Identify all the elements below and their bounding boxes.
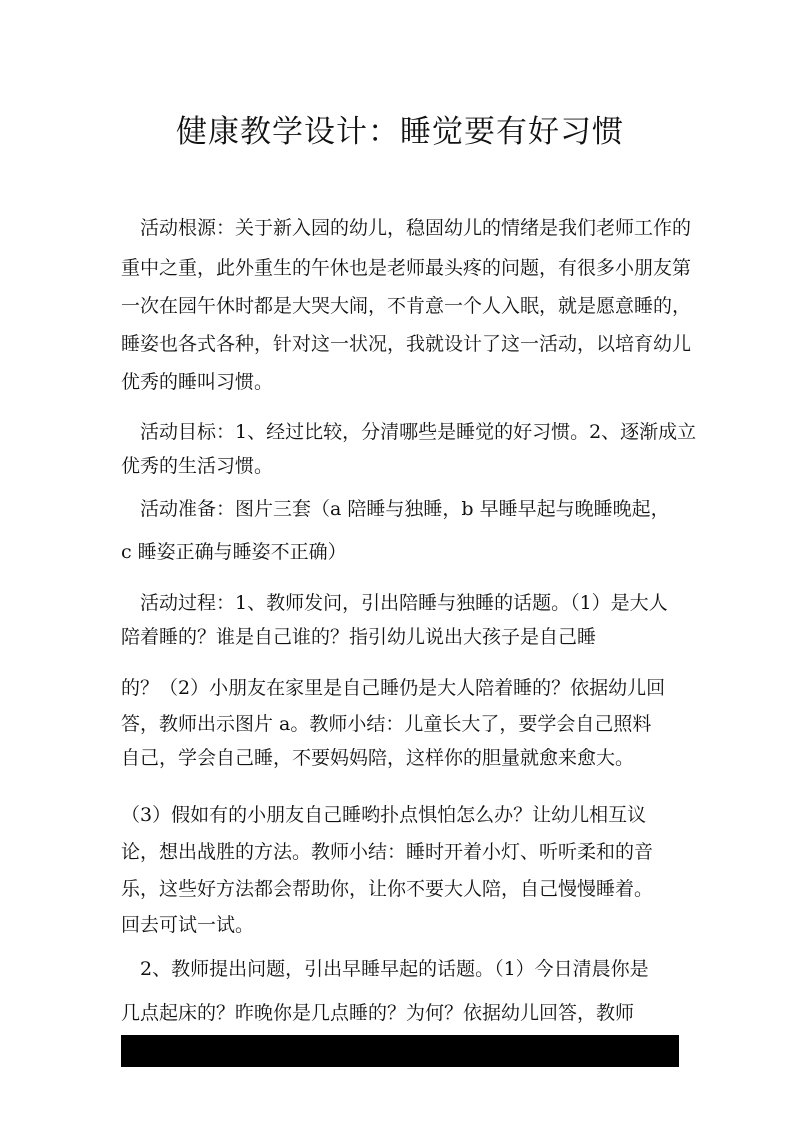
redaction-bar: [121, 1035, 679, 1067]
paragraph-line: 2、教师提出问题，引出早睡早起的话题。（1）今日清晨你是: [140, 958, 649, 980]
paragraph-line: c 睡姿正确与睡姿不正确）: [121, 541, 347, 563]
paragraph-line: 一次在园午休时都是大哭大闹，不肯意一个人入眠，就是愿意睡的，: [121, 295, 692, 317]
document-title: 健康教学设计：睡觉要有好习惯: [176, 114, 624, 150]
paragraph-line: 活动准备：图片三套（a 陪睡与独睡，b 早睡早起与晚睡晚起，: [140, 498, 670, 520]
paragraph-line: 优秀的睡叫习惯。: [121, 371, 274, 393]
paragraph-line: 自己，学会自己睡，不要妈妈陪，这样你的胆量就愈来愈大。: [121, 747, 635, 769]
paragraph-line: 乐，这些好方法都会帮助你，让你不要大人陪，自己慢慢睡着。: [121, 878, 654, 900]
paragraph-line: 活动过程：1、教师发问，引出陪睡与独睡的话题。（1）是大人: [140, 592, 668, 614]
paragraph-line: 回去可试一试。: [121, 914, 255, 936]
paragraph-line: 论，想出战胜的方法。教师小结：睡时开着小灯、听听柔和的音: [121, 841, 654, 863]
paragraph-line: 活动根源：关于新入园的幼儿，稳固幼儿的情绪是我们老师工作的: [140, 217, 692, 239]
paragraph-line: 的？（2）小朋友在家里是自己睡仍是大人陪着睡的？依据幼儿回: [121, 677, 666, 699]
paragraph-line: 睡姿也各式各种，针对这一状况，我就设计了这一活动，以培育幼儿: [121, 333, 692, 355]
paragraph-line: （3）假如有的小朋友自己睡哟扑点惧怕怎么办？让幼儿相互议: [121, 804, 647, 826]
paragraph-line: 答，教师出示图片 a。教师小结：儿童长大了，要学会自己照料: [121, 713, 652, 735]
paragraph-line: 优秀的生活习惯。: [121, 455, 274, 477]
paragraph-line: 陪着睡的？谁是自己谁的？指引幼儿说出大孩子是自己睡: [121, 626, 597, 648]
paragraph-line: 活动目标：1、经过比较，分清哪些是睡觉的好习惯。2、逐渐成立: [140, 421, 697, 443]
paragraph-line: 几点起床的？昨晚你是几点睡的？为何？依据幼儿回答，教师: [121, 1002, 635, 1024]
paragraph-line: 重中之重，此外重生的午休也是老师最头疼的问题，有很多小朋友第: [121, 257, 692, 279]
